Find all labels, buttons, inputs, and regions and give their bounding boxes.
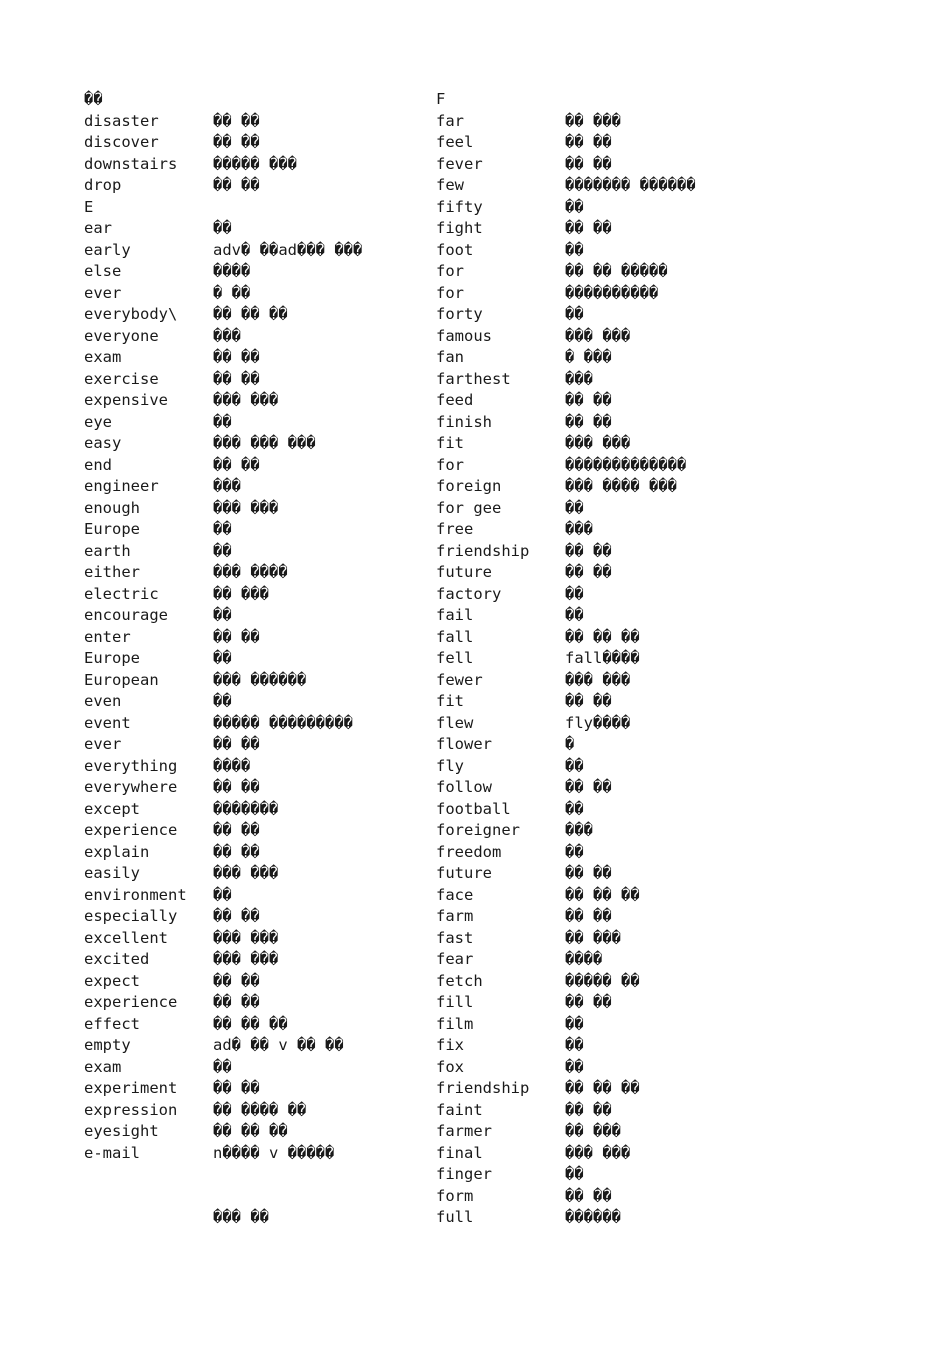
vocab-word: faint bbox=[436, 1100, 483, 1119]
vocab-meaning: �� �� bbox=[213, 778, 260, 796]
vocab-meaning: ��� bbox=[213, 326, 241, 345]
vocab-word: fell bbox=[436, 649, 474, 667]
vocab-word: early bbox=[84, 240, 131, 259]
vocab-word: fix bbox=[436, 1036, 464, 1054]
vocab-word: exam bbox=[84, 348, 122, 366]
vocab-meaning: �� ��� bbox=[565, 1122, 621, 1140]
vocab-meaning: �� �� bbox=[565, 1186, 612, 1205]
vocab-meaning: � ��� bbox=[565, 348, 612, 366]
vocab-word: farmer bbox=[436, 1122, 492, 1140]
vocab-meaning: ��� ��� bbox=[213, 391, 279, 409]
vocab-meaning: �� ��� bbox=[565, 928, 621, 947]
vocab-meaning: �� bbox=[565, 305, 584, 323]
vocab-word: expression bbox=[84, 1100, 178, 1119]
vocab-word: event bbox=[84, 713, 131, 732]
vocab-meaning: �� �� bbox=[213, 821, 260, 839]
vocab-word: for bbox=[436, 455, 464, 474]
vocab-meaning: �� �� bbox=[213, 133, 260, 151]
vocab-word: expect bbox=[84, 971, 140, 990]
vocab-meaning: ��� ��� bbox=[213, 950, 279, 968]
vocab-meaning: ��� ������ bbox=[213, 670, 307, 689]
vocab-word: everything bbox=[84, 756, 178, 775]
vocab-meaning: ��� bbox=[565, 821, 593, 839]
vocab-meaning: ��� ��� bbox=[565, 434, 631, 452]
vocab-word: environment bbox=[84, 885, 187, 904]
vocab-word: experience bbox=[84, 821, 178, 839]
vocab-meaning: �� �� �� bbox=[565, 1079, 640, 1097]
vocab-word: excellent bbox=[84, 928, 168, 947]
vocab-meaning: ����� �� bbox=[565, 971, 640, 990]
vocab-word: free bbox=[436, 520, 474, 538]
vocab-meaning: ��� ��� bbox=[213, 498, 279, 517]
vocab-meaning: �� �� bbox=[213, 176, 260, 194]
vocab-meaning: fly���� bbox=[565, 713, 631, 732]
vocab-meaning: ���� bbox=[213, 262, 251, 280]
vocab-word: E bbox=[84, 197, 94, 216]
vocab-meaning: �� ��� bbox=[565, 111, 621, 130]
vocab-word: fit bbox=[436, 434, 464, 452]
vocab-word: effect bbox=[84, 1014, 140, 1033]
vocab-meaning: ��� bbox=[565, 520, 593, 538]
vocab-word: experience bbox=[84, 993, 178, 1011]
vocab-meaning: ������������� bbox=[565, 455, 687, 474]
vocab-word: fail bbox=[436, 606, 474, 624]
vocab-meaning: �� �� bbox=[213, 1079, 260, 1097]
vocab-word: especially bbox=[84, 907, 178, 925]
vocab-meaning: � �� bbox=[213, 283, 251, 302]
vocab-word: easy bbox=[84, 434, 122, 452]
vocab-meaning: �� bbox=[213, 649, 232, 667]
vocab-meaning: �� bbox=[565, 1165, 584, 1183]
vocab-word: fit bbox=[436, 692, 464, 710]
vocab-meaning: ��� ��� bbox=[565, 670, 631, 689]
vocab-word: fly bbox=[436, 756, 464, 775]
vocab-meaning: �� �� bbox=[565, 541, 612, 560]
vocab-word: exercise bbox=[84, 369, 159, 388]
vocab-meaning: �� �� bbox=[565, 864, 612, 882]
vocab-word: finish bbox=[436, 412, 492, 431]
vocab-meaning: �� �� bbox=[213, 971, 260, 990]
vocab-meaning: ��� ��� bbox=[213, 864, 279, 882]
vocab-word: eyesight bbox=[84, 1122, 159, 1140]
vocab-word: everybody\ bbox=[84, 305, 178, 323]
vocab-meaning: ��� ���� ��� bbox=[565, 477, 677, 495]
vocab-word: end bbox=[84, 455, 112, 474]
vocab-word: electric bbox=[84, 584, 159, 603]
vocab-meaning: n���� v ����� bbox=[213, 1143, 335, 1162]
vocab-meaning: �� �� bbox=[565, 391, 612, 409]
vocab-word: fever bbox=[436, 154, 483, 173]
vocab-meaning: �� bbox=[565, 606, 584, 624]
vocab-meaning: ������� ������ bbox=[565, 176, 696, 194]
vocab-meaning: ����� ��������� bbox=[213, 713, 353, 732]
vocab-word: ever bbox=[84, 735, 122, 753]
vocab-word: experiment bbox=[84, 1079, 178, 1097]
vocab-meaning: ��� bbox=[213, 477, 241, 495]
vocab-meaning: �� �� bbox=[565, 993, 612, 1011]
vocab-meaning: �� ���� �� bbox=[213, 1100, 307, 1119]
vocab-word: everyone bbox=[84, 326, 159, 345]
vocab-word: else bbox=[84, 262, 122, 280]
vocab-meaning: ��� ��� bbox=[213, 928, 279, 947]
vocab-meaning: ������� bbox=[213, 799, 279, 818]
vocab-word: Europe bbox=[84, 649, 140, 667]
vocab-word: disaster bbox=[84, 111, 159, 130]
vocab-word: discover bbox=[84, 133, 159, 151]
vocab-meaning: ��� ���� bbox=[213, 563, 288, 581]
vocab-meaning: �� �� bbox=[213, 735, 260, 753]
vocab-word: empty bbox=[84, 1036, 131, 1054]
vocab-meaning: �� bbox=[565, 584, 584, 603]
vocab-meaning: �� �� bbox=[565, 219, 612, 237]
vocab-meaning: �� �� ����� bbox=[565, 262, 668, 280]
vocab-meaning: �� �� bbox=[565, 133, 612, 151]
vocab-word: F bbox=[436, 90, 446, 108]
vocab-meaning: �� bbox=[565, 498, 584, 517]
vocab-meaning: fall���� bbox=[565, 649, 640, 667]
vocab-meaning: �� �� bbox=[213, 111, 260, 130]
vocab-word: for bbox=[436, 283, 464, 302]
vocab-word: eye bbox=[84, 412, 112, 431]
vocab-meaning: �� �� �� bbox=[565, 885, 640, 904]
vocab-word: flew bbox=[436, 713, 474, 732]
vocab-word: few bbox=[436, 176, 464, 194]
vocab-meaning: �� �� �� bbox=[213, 1122, 288, 1140]
vocab-meaning: �� �� bbox=[213, 907, 260, 925]
vocab-meaning: �� �� �� bbox=[213, 305, 288, 323]
vocab-meaning: �� �� bbox=[565, 907, 612, 925]
vocab-word: fetch bbox=[436, 971, 483, 990]
vocab-meaning: �� �� bbox=[213, 627, 260, 646]
vocab-word: fill bbox=[436, 993, 474, 1011]
vocab-word: except bbox=[84, 799, 140, 818]
vocab-word: fifty bbox=[436, 197, 483, 216]
vocab-word: fall bbox=[436, 627, 474, 646]
vocab-meaning: �� bbox=[565, 1014, 584, 1033]
vocab-meaning: �� �� bbox=[565, 154, 612, 173]
vocab-word: feel bbox=[436, 133, 474, 151]
vocab-meaning: �� �� bbox=[213, 369, 260, 388]
vocab-word: feed bbox=[436, 391, 474, 409]
vocab-meaning: ��� ��� bbox=[565, 1143, 631, 1162]
vocab-word: everywhere bbox=[84, 778, 178, 796]
vocab-word: fox bbox=[436, 1057, 464, 1076]
vocab-meaning: �� �� bbox=[565, 412, 612, 431]
vocab-word: encourage bbox=[84, 606, 168, 624]
vocab-word: foreigner bbox=[436, 821, 520, 839]
vocab-meaning: ���� bbox=[565, 950, 603, 968]
vocab-word: form bbox=[436, 1186, 474, 1205]
vocab-word: e-mail bbox=[84, 1143, 140, 1162]
vocab-word: explain bbox=[84, 842, 150, 861]
vocab-meaning: �� bbox=[213, 692, 232, 710]
vocab-word: football bbox=[436, 799, 511, 818]
vocab-word: excited bbox=[84, 950, 150, 968]
vocab-meaning: adv� ��ad��� ��� bbox=[213, 240, 363, 259]
vocab-word: far bbox=[436, 111, 464, 130]
vocab-word: famous bbox=[436, 326, 492, 345]
vocab-word: friendship bbox=[436, 1079, 530, 1097]
vocab-meaning: �� bbox=[213, 520, 232, 538]
vocab-meaning: �� bbox=[565, 1036, 584, 1054]
vocab-word: factory bbox=[436, 584, 502, 603]
vocab-meaning: ������ bbox=[565, 1208, 621, 1226]
vocab-word: farm bbox=[436, 907, 474, 925]
vocab-meaning: �� �� bbox=[565, 778, 612, 796]
vocab-meaning: ��� ��� ��� bbox=[213, 434, 316, 452]
vocab-meaning: �� bbox=[213, 219, 232, 237]
vocab-word: expensive bbox=[84, 391, 168, 409]
vocab-meaning: ��� bbox=[565, 369, 593, 388]
vocab-word: either bbox=[84, 563, 140, 581]
vocab-word: future bbox=[436, 864, 492, 882]
vocab-word: farthest bbox=[436, 369, 511, 388]
vocab-meaning: �� �� bbox=[213, 842, 260, 861]
vocab-word: ear bbox=[84, 219, 112, 237]
vocab-word: forty bbox=[436, 305, 483, 323]
vocab-word: full bbox=[436, 1208, 474, 1226]
vocab-word: friendship bbox=[436, 541, 530, 560]
vocab-word: enter bbox=[84, 627, 131, 646]
vocab-meaning: �� ��� bbox=[213, 584, 269, 603]
vocab-meaning: �� �� bbox=[565, 1100, 612, 1119]
vocab-meaning: �� bbox=[565, 197, 584, 216]
vocab-meaning: �� bbox=[213, 1057, 232, 1076]
vocab-word: even bbox=[84, 692, 122, 710]
vocab-word: fight bbox=[436, 219, 483, 237]
vocab-word: flower bbox=[436, 735, 492, 753]
vocab-word: �� bbox=[84, 90, 103, 108]
vocab-word: drop bbox=[84, 176, 122, 194]
vocab-word: fewer bbox=[436, 670, 483, 689]
vocab-word: freedom bbox=[436, 842, 502, 861]
vocab-meaning: �� bbox=[213, 412, 232, 431]
vocab-meaning: �� bbox=[565, 756, 584, 775]
vocab-word: earth bbox=[84, 541, 131, 560]
vocab-meaning: �� bbox=[565, 1057, 584, 1076]
vocab-meaning: �� �� �� bbox=[213, 1014, 288, 1033]
vocab-meaning: ���������� bbox=[565, 283, 659, 302]
vocab-meaning: ��� ��� bbox=[565, 326, 631, 345]
vocab-word: face bbox=[436, 885, 474, 904]
vocab-word: for gee bbox=[436, 498, 502, 517]
vocab-word: Europe bbox=[84, 520, 140, 538]
vocab-meaning: ��� �� bbox=[213, 1208, 269, 1226]
vocab-meaning: �� bbox=[565, 799, 584, 818]
vocab-word: finger bbox=[436, 1165, 492, 1183]
vocab-meaning: �� �� bbox=[213, 348, 260, 366]
vocab-meaning: �� bbox=[565, 240, 584, 259]
vocab-word: European bbox=[84, 670, 159, 689]
vocab-meaning: ����� ��� bbox=[213, 154, 297, 173]
vocab-word: engineer bbox=[84, 477, 159, 495]
vocab-word: easily bbox=[84, 864, 140, 882]
vocab-word: fan bbox=[436, 348, 464, 366]
vocab-meaning: ���� bbox=[213, 756, 251, 775]
vocab-word: fear bbox=[436, 950, 474, 968]
vocab-meaning: �� �� bbox=[213, 455, 260, 474]
vocab-meaning: �� �� bbox=[213, 993, 260, 1011]
vocab-meaning: � bbox=[565, 735, 575, 753]
vocab-word: foot bbox=[436, 240, 474, 259]
vocab-word: future bbox=[436, 563, 492, 581]
vocab-word: enough bbox=[84, 498, 140, 517]
vocab-meaning: �� �� bbox=[565, 692, 612, 710]
vocab-meaning: �� bbox=[565, 842, 584, 861]
vocab-meaning: �� bbox=[213, 541, 232, 560]
vocab-word: exam bbox=[84, 1057, 122, 1076]
vocab-word: ever bbox=[84, 283, 122, 302]
vocab-meaning: �� bbox=[213, 606, 232, 624]
vocab-word: for bbox=[436, 262, 464, 280]
vocab-word: foreign bbox=[436, 477, 502, 495]
vocab-word: downstairs bbox=[84, 154, 178, 173]
vocab-meaning: �� �� bbox=[565, 563, 612, 581]
vocab-word: fast bbox=[436, 928, 474, 947]
vocab-meaning: �� bbox=[213, 885, 232, 904]
vocab-meaning: ad� �� v �� �� bbox=[213, 1036, 344, 1054]
vocab-word: final bbox=[436, 1143, 483, 1162]
vocab-meaning: �� �� �� bbox=[565, 627, 640, 646]
vocab-word: follow bbox=[436, 778, 492, 796]
vocab-word: film bbox=[436, 1014, 474, 1033]
